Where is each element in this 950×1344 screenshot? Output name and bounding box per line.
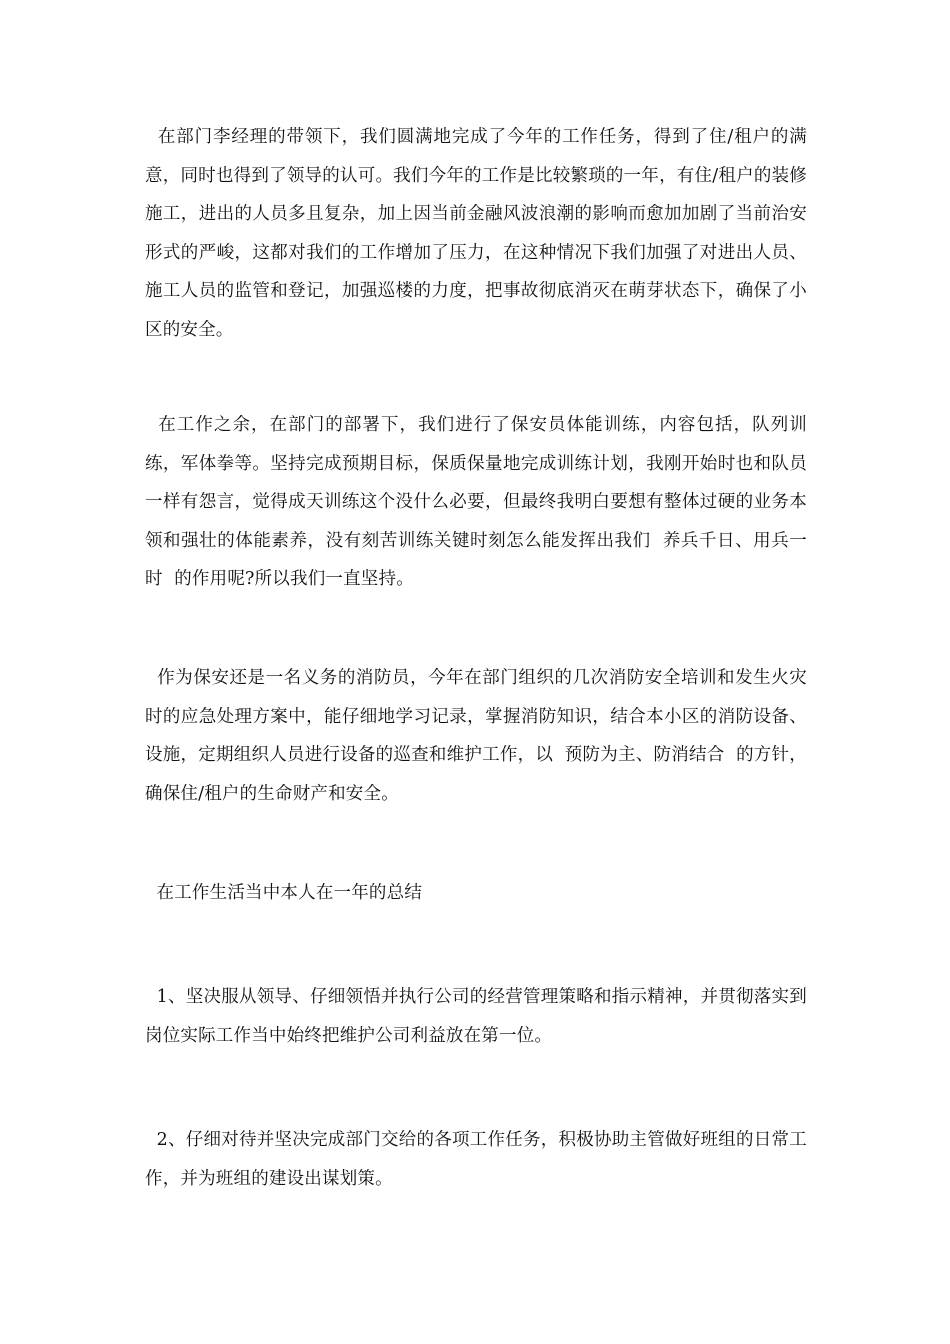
paragraph-summary-heading: 在工作生活当中本人在一年的总结 (145, 883, 423, 903)
paragraph-fire-safety: 作为保安还是一名义务的消防员，今年在部门组织的几次消防安全培训和发生火灾时的应急处理方案中，能仔细地学习记录，掌握消防知识，结合本小区的消防设备、设施，定期组织人员进行设备的巡查和维护工作，以 预防为主、防消结合 的方针，确保住/租户的生命财产和安全。 (145, 668, 807, 804)
paragraph-work-summary: 在部门李经理的带领下，我们圆满地完成了今年的工作任务，得到了住/租户的满意，同时也得到了领导的认可。我们今年的工作是比较繁琐的一年，有住/租户的装修施工，进出的人员多且复杂，加上因当前金融风波浪潮的影响而愈加加剧了当前治安形式的严峻，这都对我们的工作增加了压力，在这种情况下我们加强了对进出人员、施工人员的监管和登记，加强巡楼的力度，把事故彻底消灭在萌芽状态下，确保了小区的安全。 (145, 127, 807, 340)
paragraph-training: 在工作之余，在部门的部署下，我们进行了保安员体能训练，内容包括，队列训练，军体拳等。坚持完成预期目标，保质保量地完成训练计划，我刚开始时也和队员一样有怨言，觉得成天训练这个没什么必要，但最终我明白要想有整体过硬的业务本领和强壮的体能素养，没有刻苦训练关键时刻怎么能发挥出我们 养兵千日、用兵一时 的作用呢?所以我们一直坚持。 (145, 415, 807, 589)
paragraph-point-2: 2、仔细对待并坚决完成部门交给的各项工作任务，积极协助主管做好班组的日常工作，并为班组的建设出谋划策。 (145, 1130, 808, 1189)
paragraph-point-1: 1、坚决服从领导、仔细领悟并执行公司的经营管理策略和指示精神，并贯彻落实到岗位实际工作当中始终把维护公司利益放在第一位。 (145, 987, 808, 1046)
